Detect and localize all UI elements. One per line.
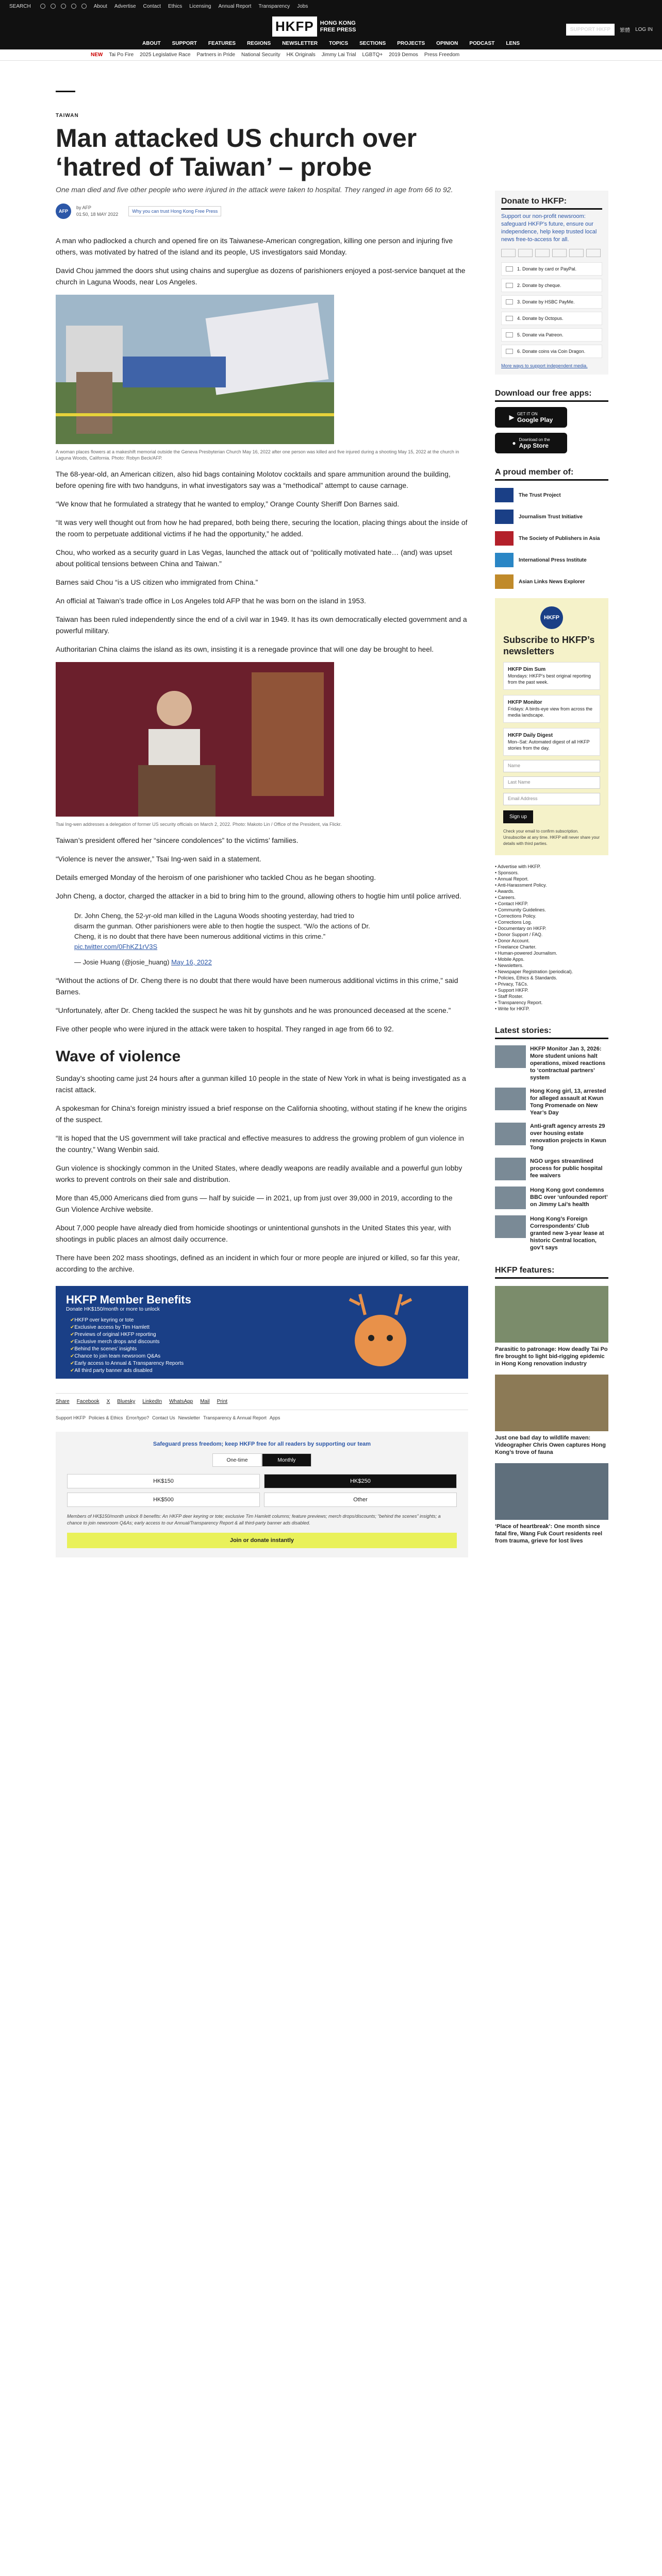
benefit-item: ✔ Early access to Annual & Transparency Reports — [70, 1360, 184, 1367]
paragraph: David Chou jammed the doors shut using chains and superglue as dozens of parishioners enjoyed a post-service banquet at the church in Laguna Woods, near Los Angeles. — [56, 266, 466, 286]
sidebar — [495, 82, 608, 1545]
share-whatsapp[interactable]: WhatsApp — [169, 1399, 193, 1404]
member-benefits-banner[interactable] — [56, 1286, 468, 1379]
trending-item[interactable]: 2025 Legislative Race — [140, 52, 191, 58]
sidebar-heading: Download our free apps: — [495, 389, 592, 398]
sidebar-link[interactable]: • Awards. — [495, 888, 608, 894]
nav-newsletter[interactable]: NEWSLETTER — [282, 40, 318, 46]
sidebar-link[interactable]: • Community Guidelines. — [495, 907, 608, 913]
donate-note: Members of HK$150/month unlock 8 benefits: An HKFP deer keyring or tote; exclusive Tim Hamlett columns; feature previews; merch drops/discounts; “behind the scenes” insights; a chance to join newsroom Q&As; early access to our Annual/Transparency Report & all third-party banner ads disabled. — [67, 1514, 441, 1526]
trending-item[interactable]: National Security — [241, 52, 280, 58]
logo-mark: HKFP — [272, 16, 317, 37]
share-facebook[interactable]: Facebook — [76, 1399, 100, 1404]
embedded-tweet — [74, 911, 373, 968]
section-heading: Wave of violence — [56, 1048, 181, 1065]
memorial-photo — [56, 295, 468, 461]
donate-method[interactable]: 1. Donate by card or PayPal. — [501, 262, 602, 276]
photo-caption: A woman places flowers at a makeshift memorial outside the Geneva Presbyterian Church May 16, 2022 after one person was killed and five injured during a shooting May 15, 2022 at the church in Laguna Woods, California. Photo: Robyn Beck/AFP. — [56, 449, 459, 461]
heading-rule — [501, 208, 602, 210]
author-name[interactable]: by AFP — [76, 205, 92, 210]
newsletter-option[interactable]: HKFP Dim Sum Mondays: HKFP’s best original reporting from the past week. — [503, 662, 600, 690]
benefit-item: ✔ Exclusive merch drops and discounts — [70, 1338, 184, 1346]
paragraph: The 68-year-old, an American citizen, also hid bags containing Molotov cocktails and spare ammunition around the building, before opening fire with two handguns, in what investigators say was a “methodical” attempt to cause carnage. — [56, 470, 451, 489]
nav-features[interactable]: FEATURES — [208, 40, 236, 46]
feature-story[interactable] — [495, 1463, 608, 1545]
donate-button[interactable]: Join or donate instantly — [67, 1533, 457, 1548]
logo-name: HONG KONG FREE PRESS — [320, 20, 356, 33]
top-utility-bar — [0, 0, 662, 12]
sidebar-link[interactable]: • Corrections Policy. — [495, 913, 608, 919]
sidebar-link[interactable]: • Contact HKFP. — [495, 901, 608, 907]
search-link[interactable]: SEARCH — [9, 3, 31, 9]
byline — [56, 203, 468, 219]
trending-item[interactable]: Partners in Pride — [196, 52, 236, 58]
asian-links-icon — [495, 574, 514, 589]
patreon-icon — [506, 332, 513, 337]
trending-item[interactable]: Press Freedom — [424, 52, 460, 58]
deer-mascot-icon — [329, 1289, 432, 1377]
sidebar-link[interactable]: • Newspaper Registration (periodical). — [495, 969, 608, 975]
trust-link[interactable]: Why you can trust Hong Kong Free Press — [128, 206, 221, 216]
newsletter-option[interactable]: HKFP Monitor Fridays: A birds-eye view from across the media landscape. — [503, 695, 600, 723]
paragraph: Five other people who were injured in the attack were taken to hospital. They ranged in age from 66 to 92. — [56, 1025, 394, 1033]
paragraph: “We know that he formulated a strategy that he wanted to employ,” Orange County Sheriff Don Barnes said. — [56, 500, 400, 508]
tweet-date-link[interactable]: May 16, 2022 — [171, 958, 212, 966]
donate-method[interactable]: 6. Donate coins via Coin Dragon. — [501, 345, 602, 358]
benefit-item: ✔ HKFP over keyring or tote — [70, 1317, 184, 1324]
topbar-link-advertise[interactable]: Advertise — [114, 3, 136, 9]
main-nav — [0, 37, 662, 49]
support-hkfp-button[interactable]: SUPPORT HKFP — [566, 24, 615, 36]
latest-story[interactable] — [495, 1187, 608, 1209]
gpay-icon — [586, 249, 601, 257]
paragraph: “It was very well thought out from how he had prepared, both being there, securing the location, placing things about the inside of the room to perpetuate additional victims if he had the opportunity,” he added. — [56, 518, 468, 538]
subscribe-heading: Subscribe to HKFP’s newsletters — [503, 635, 595, 656]
trending-item[interactable]: Tai Po Fire — [109, 52, 134, 58]
donate-method[interactable]: 4. Donate by Octopus. — [501, 312, 602, 325]
login-link[interactable]: LOG IN — [635, 27, 653, 32]
nav-regions[interactable]: REGIONS — [247, 40, 271, 46]
typo-link[interactable]: Error/typo? — [126, 1415, 150, 1420]
trust-project-icon — [495, 488, 514, 502]
facebook-icon[interactable] — [40, 4, 45, 9]
story-thumbnail — [495, 1045, 526, 1068]
share-print[interactable]: Print — [217, 1399, 228, 1404]
tweet-link[interactable]: pic.twitter.com/0FhKZ1rV3S — [74, 943, 158, 951]
story-title: Anti-graft agency arrests 29 over housing estate renovation projects in Kwun Tong — [530, 1123, 606, 1151]
story-thumbnail — [495, 1088, 526, 1110]
mastercard-icon — [501, 249, 516, 257]
member-logo[interactable]: The Trust Project — [495, 488, 608, 502]
feature-title: Parasitic to patronage: How deadly Tai Po fire brought to light bid-rigging epidemic in Hong Kong renovation industry — [495, 1346, 608, 1367]
trending-item[interactable]: Jimmy Lai Trial — [321, 52, 356, 58]
benefits-title: HKFP Member Benefits — [66, 1293, 191, 1306]
paragraph: “It is hoped that the US government will take practical and effective measures to address the growing problem of gun violence in the country,” Wang Wenbin said. — [56, 1134, 464, 1154]
title-rule — [56, 91, 75, 92]
article-dek: One man died and five other people who were injured in the attack were taken to hospital. They ranged in age from 66 to 92. — [56, 185, 453, 194]
member-logo[interactable]: The Society of Publishers in Asia — [495, 531, 608, 546]
share-mail[interactable]: Mail — [200, 1399, 210, 1404]
paragraph: A man who padlocked a church and opened fire on its Taiwanese-American congregation, killing one person and injuring five others, was motivated by hatred of the island and its people, US investigators said Monday. — [56, 236, 453, 256]
latest-story[interactable] — [495, 1123, 608, 1151]
paypal-icon — [552, 249, 567, 257]
amex-icon — [535, 249, 550, 257]
story-thumbnail — [495, 1215, 526, 1238]
share-label: Share — [56, 1399, 70, 1404]
coin-icon — [506, 349, 513, 354]
share-bar — [56, 1393, 468, 1410]
sidebar-link[interactable]: • Donor Support / FAQ. — [495, 931, 608, 938]
tsai-photo — [56, 662, 468, 827]
article-title: Man attacked US church over ‘hatred of Taiwan’ – probe — [56, 124, 417, 181]
paragraph: An official at Taiwan’s trade office in Los Angeles told AFP that he was born on the island in 1953. — [56, 597, 366, 605]
paragraph: “Violence is never the answer,” Tsai Ing-wen said in a statement. — [56, 855, 261, 863]
feature-thumbnail — [495, 1463, 608, 1520]
heading-rule — [495, 479, 608, 481]
feature-story[interactable] — [495, 1286, 608, 1367]
sidebar-link[interactable]: • Donor Account. — [495, 938, 608, 944]
amount-other[interactable]: Other — [264, 1493, 457, 1507]
visa-icon — [518, 249, 533, 257]
masthead — [0, 12, 662, 49]
tweet-attribution: — Josie Huang (@josie_huang) May 16, 2022 — [74, 958, 212, 966]
instagram-icon[interactable] — [61, 4, 66, 9]
contact-link[interactable]: Contact Us — [152, 1415, 175, 1420]
signup-fineprint: Check your email to confirm subscription. Unsubscribe at any time. HKFP will never share your details with third parties. — [503, 829, 600, 846]
nav-lens[interactable]: LENS — [506, 40, 520, 46]
more-support-link[interactable]: More ways to support independent media. — [501, 363, 588, 368]
memorial-image — [56, 295, 334, 444]
newsletter-option[interactable]: HKFP Daily Digest Mon–Sat: Automated digest of all HKFP stories from the day. — [503, 728, 600, 756]
donate-method[interactable]: 2. Donate by cheque. — [501, 279, 602, 292]
topbar-link-transparency[interactable]: Transparency — [258, 3, 290, 9]
body-block-3 — [56, 835, 468, 902]
amount-250[interactable]: HK$250 — [264, 1474, 457, 1488]
story-title: Hong Kong’s Foreign Correspondents’ Club granted new 3-year lease at historic Central location, gov’t says — [530, 1216, 604, 1251]
new-badge: NEW — [91, 52, 103, 58]
story-title: Hong Kong govt condemns BBC over ‘unfounded report’ on Jimmy Lai’s health — [530, 1187, 608, 1208]
nav-support[interactable]: SUPPORT — [172, 40, 197, 46]
nav-podcast[interactable]: PODCAST — [469, 40, 495, 46]
member-logo[interactable]: Asian Links News Explorer — [495, 574, 608, 589]
tweet-text: Dr. John Cheng, the 52-yr-old man killed in the Laguna Woods shooting yesterday, had tried to disarm the gunman. Other parishioners were able to then hogtie the suspect. “W/o the actions of Dr. Cheng, it is no doubt that there have been numerous additional victims in this crime.” — [74, 912, 370, 940]
sidebar-link[interactable]: • Annual Report. — [495, 876, 608, 882]
sidebar-heading: HKFP features: — [495, 1266, 555, 1275]
benefits-list — [70, 1317, 184, 1375]
payment-icons — [501, 249, 602, 257]
nav-opinion[interactable]: OPINION — [436, 40, 458, 46]
heading-rule — [495, 400, 608, 402]
ipi-icon — [495, 553, 514, 567]
paragraph: Sunday’s shooting came just 24 hours after a gunman killed 10 people in the state of New York in what is being investigated as a racist attack. — [56, 1074, 466, 1094]
story-title: Hong Kong girl, 13, arrested for alleged assault at Kwun Tong Promenade on New Year’s Day — [530, 1088, 606, 1116]
paragraph: A spokesman for China’s foreign ministry issued a brief response on the California shooting, without stating if he knew the origins of the suspect. — [56, 1104, 467, 1124]
benefit-item: ✔ Previews of original HKFP reporting — [70, 1331, 184, 1338]
feature-title: Just one bad day to wildlife maven: Videographer Chris Owen captures Hong Kong’s trove of fauna — [495, 1435, 606, 1455]
email-field[interactable]: Email Address — [503, 793, 600, 805]
applepay-icon — [569, 249, 584, 257]
nav-projects[interactable]: PROJECTS — [397, 40, 425, 46]
frequency-toggle — [67, 1453, 457, 1467]
story-thumbnail — [495, 1123, 526, 1145]
trending-item[interactable]: 2019 Demos — [389, 52, 418, 58]
sidebar-link[interactable]: • Careers. — [495, 894, 608, 901]
social-icons — [40, 4, 87, 9]
benefit-item: ✔ All third party banner ads disabled — [70, 1367, 184, 1375]
sidebar-link[interactable]: • Support HKFP. — [495, 987, 608, 993]
feature-story[interactable] — [495, 1375, 608, 1456]
member-logo[interactable]: Journalism Trust Initiative — [495, 510, 608, 524]
latest-story[interactable] — [495, 1158, 608, 1180]
feature-thumbnail — [495, 1375, 608, 1431]
site-logo[interactable] — [272, 16, 356, 37]
trending-item[interactable]: HK Originals — [286, 52, 316, 58]
topbar-link-about[interactable]: About — [93, 3, 107, 9]
body-block-1 — [56, 235, 468, 287]
sidebar-link[interactable]: • Policies, Ethics & Standards. — [495, 975, 608, 981]
body-block-2 — [56, 468, 468, 655]
sidebar-link[interactable]: • Write for HKFP. — [495, 1006, 608, 1012]
paragraph: There have been 202 mass shootings, defined as an incident in which four or more people are injured or killed, so far this year, according to the archive. — [56, 1253, 460, 1273]
sidebar-link[interactable]: • Privacy, T&Cs. — [495, 981, 608, 987]
policies-link[interactable]: Policies & Ethics — [89, 1415, 123, 1420]
support-link[interactable]: Support HKFP — [56, 1415, 86, 1420]
sopa-icon — [495, 531, 514, 546]
topbar-link-contact[interactable]: Contact — [143, 3, 161, 9]
byline-meta — [76, 205, 118, 218]
latest-story[interactable] — [495, 1215, 608, 1251]
nav-sections[interactable]: SECTIONS — [359, 40, 386, 46]
hkfp-badge: HKFP — [540, 606, 563, 629]
paragraph: Chou, who worked as a security guard in Las Vegas, launched the attack out of “politically motivated hate… (and) was upset about political tensions between China and Taiwan.” — [56, 548, 452, 568]
sidebar-donate — [495, 191, 608, 375]
heading-rule — [495, 1038, 608, 1039]
apps-link[interactable]: Apps — [269, 1415, 280, 1420]
paragraph: More than 45,000 Americans died from guns — half by suicide — in 2021, up from just over 39,000 in 2019, according to the Gun Violence Archive website. — [56, 1194, 453, 1213]
masthead-actions — [566, 24, 653, 36]
paragraph: Taiwan’s president offered her “sincere condolences” to the victims’ families. — [56, 836, 299, 844]
sidebar-link[interactable]: • Corrections Log. — [495, 919, 608, 925]
paragraph: John Cheng, a doctor, charged the attacker in a bid to bring him to the ground, allowing others to hogtie him until police arrived. — [56, 892, 461, 900]
latest-story[interactable] — [495, 1088, 608, 1116]
nav-about[interactable]: ABOUT — [142, 40, 161, 46]
share-linkedin[interactable]: LinkedIn — [142, 1399, 162, 1404]
body-block-4 — [56, 975, 468, 1035]
paragraph: About 7,000 people have already died from homicide shootings or unintentional gunshots in the United States this year, with shootings in public places an almost daily occurrence. — [56, 1224, 451, 1243]
paragraph: “Without the actions of Dr. Cheng there is no doubt that there would have been numerous additional victims in this crime,” said Barnes. — [56, 976, 458, 996]
monthly-option[interactable]: Monthly — [262, 1453, 311, 1467]
sidebar-heading: Donate to HKFP: — [501, 197, 567, 206]
donate-method[interactable]: 3. Donate by HSBC PayMe. — [501, 295, 602, 309]
sidebar-link[interactable]: • Advertise with HKFP. — [495, 863, 608, 870]
share-x[interactable]: X — [106, 1399, 110, 1404]
trending-nav — [0, 49, 662, 61]
article — [56, 82, 468, 1557]
story-title: HKFP Monitor Jan 3, 2026: More student unions halt operations, mixed reactions to ‘contractual partners’ system — [530, 1046, 606, 1081]
sidebar-link[interactable]: • Transparency Report. — [495, 999, 608, 1006]
donate-widget — [56, 1432, 468, 1557]
sidebar-link[interactable]: • Human-powered Journalism. — [495, 950, 608, 956]
sidebar-links — [495, 863, 608, 1012]
nav-topics[interactable]: TOPICS — [329, 40, 349, 46]
paragraph: Gun violence is shockingly common in the United States, where deadly weapons are readily available and a powerful gun lobby works to prevent controls on their sale and distribution. — [56, 1164, 462, 1183]
amount-500[interactable]: HK$500 — [67, 1493, 260, 1507]
feature-thumbnail — [495, 1286, 608, 1343]
benefit-item: ✔ Exclusive access by Tim Hamlett — [70, 1324, 184, 1331]
member-logo[interactable]: International Press Institute — [495, 553, 608, 567]
paragraph: “Unfortunately, after Dr. Cheng tackled the suspect he was hit by gunshots and he was pronounced deceased at the scene.” — [56, 1006, 451, 1014]
support-links — [56, 1415, 468, 1420]
paragraph: Taiwan has been ruled independently since the end of a civil war in 1949. It has its own democratically elected government and a powerful military. — [56, 615, 467, 635]
name-field[interactable]: Name — [503, 760, 600, 772]
topbar-link-ethics[interactable]: Ethics — [168, 3, 183, 9]
body-block-5 — [56, 1073, 468, 1275]
paragraph: Details emerged Monday of the heroism of one parishioner who tackled Chou as he began shooting. — [56, 873, 376, 882]
newsletter-signup — [495, 598, 608, 855]
paragraph: Barnes said Chou “is a US citizen who immigrated from China.” — [56, 578, 258, 586]
benefit-item: ✔ Behind the scenes’ insights — [70, 1346, 184, 1353]
topbar-link-annual-report[interactable]: Annual Report — [218, 3, 252, 9]
donate-methods — [501, 262, 602, 358]
feature-title: ‘Place of heartbreak’: One month since fatal fire, Wang Fuk Court residents reel from trauma, grieve for lost lives — [495, 1523, 603, 1544]
topbar-link-licensing[interactable]: Licensing — [189, 3, 211, 9]
octopus-icon — [506, 316, 513, 321]
donate-lead[interactable]: Support our non-profit newsroom: safeguard HKFP’s future, ensure our independence, help keep trusted local news free-to-access for all. — [501, 213, 597, 243]
sidebar-link[interactable]: • Anti-Harassment Policy. — [495, 882, 608, 888]
youtube-icon[interactable] — [71, 4, 76, 9]
newsletter-link[interactable]: Newsletter — [178, 1415, 201, 1420]
one-time-option[interactable]: One-time — [212, 1453, 262, 1467]
tsai-image — [56, 662, 334, 817]
language-switch[interactable]: 繁體 — [620, 28, 631, 33]
report-link[interactable]: Transparency & Annual Report — [203, 1415, 267, 1420]
sidebar-link[interactable]: • Staff Roster. — [495, 993, 608, 999]
sidebar-link[interactable]: • Documentary on HKFP. — [495, 925, 608, 931]
rss-icon[interactable] — [81, 4, 87, 9]
jti-icon — [495, 510, 514, 524]
sidebar-link[interactable]: • Freelance Charter. — [495, 944, 608, 950]
payme-icon — [506, 299, 513, 304]
heading-rule — [495, 1277, 608, 1279]
paragraph: Authoritarian China claims the island as its own, insisting it is a renegade province that will one day be brought to heel. — [56, 645, 434, 653]
amount-150[interactable]: HK$150 — [67, 1474, 260, 1488]
card-icon — [506, 266, 513, 272]
story-thumbnail — [495, 1158, 526, 1180]
article-kicker[interactable]: TAIWAN — [56, 113, 79, 118]
latest-story[interactable] — [495, 1045, 608, 1081]
benefit-item: ✔ Chance to join team newsroom Q&As — [70, 1353, 184, 1360]
play-icon: ▶ — [509, 414, 514, 421]
last-name-field[interactable]: Last Name — [503, 776, 600, 789]
topbar-link-jobs[interactable]: Jobs — [297, 3, 308, 9]
x-icon[interactable] — [51, 4, 56, 9]
cheque-icon — [506, 283, 513, 288]
sidebar-link[interactable]: • Newsletters. — [495, 962, 608, 969]
benefits-subtitle: Donate HK$150/month or more to unlock — [66, 1307, 160, 1312]
sidebar-link[interactable]: • Mobile Apps. — [495, 956, 608, 962]
sidebar-heading: Latest stories: — [495, 1026, 552, 1035]
donate-title: Safeguard press freedom; keep HKFP free for all readers by supporting our team — [153, 1441, 371, 1447]
sidebar-link[interactable]: • Sponsors. — [495, 870, 608, 876]
photo-caption: Tsai Ing-wen addresses a delegation of former US security officials on March 2, 2022. Photo: Makoto Lin / Office of the President, via Flickr. — [56, 822, 342, 827]
apple-icon: ● — [512, 439, 516, 447]
sidebar-heading: A proud member of: — [495, 468, 574, 477]
app-store-badge[interactable]: ● Download on the App Store — [495, 433, 567, 453]
donate-method[interactable]: 5. Donate via Patreon. — [501, 328, 602, 342]
author-avatar[interactable]: AFP — [56, 204, 71, 219]
trending-item[interactable]: LGBTQ+ — [362, 52, 383, 58]
story-thumbnail — [495, 1187, 526, 1209]
signup-button[interactable]: Sign up — [503, 810, 533, 823]
publish-date: 01:50, 18 MAY 2022 — [76, 212, 119, 217]
story-title: NGO urges streamlined process for public hospital fee waivers — [530, 1158, 603, 1179]
google-play-badge[interactable]: ▶ GET IT ON Google Play — [495, 407, 567, 428]
share-bluesky[interactable]: Bluesky — [117, 1399, 136, 1404]
amount-options — [67, 1474, 457, 1507]
